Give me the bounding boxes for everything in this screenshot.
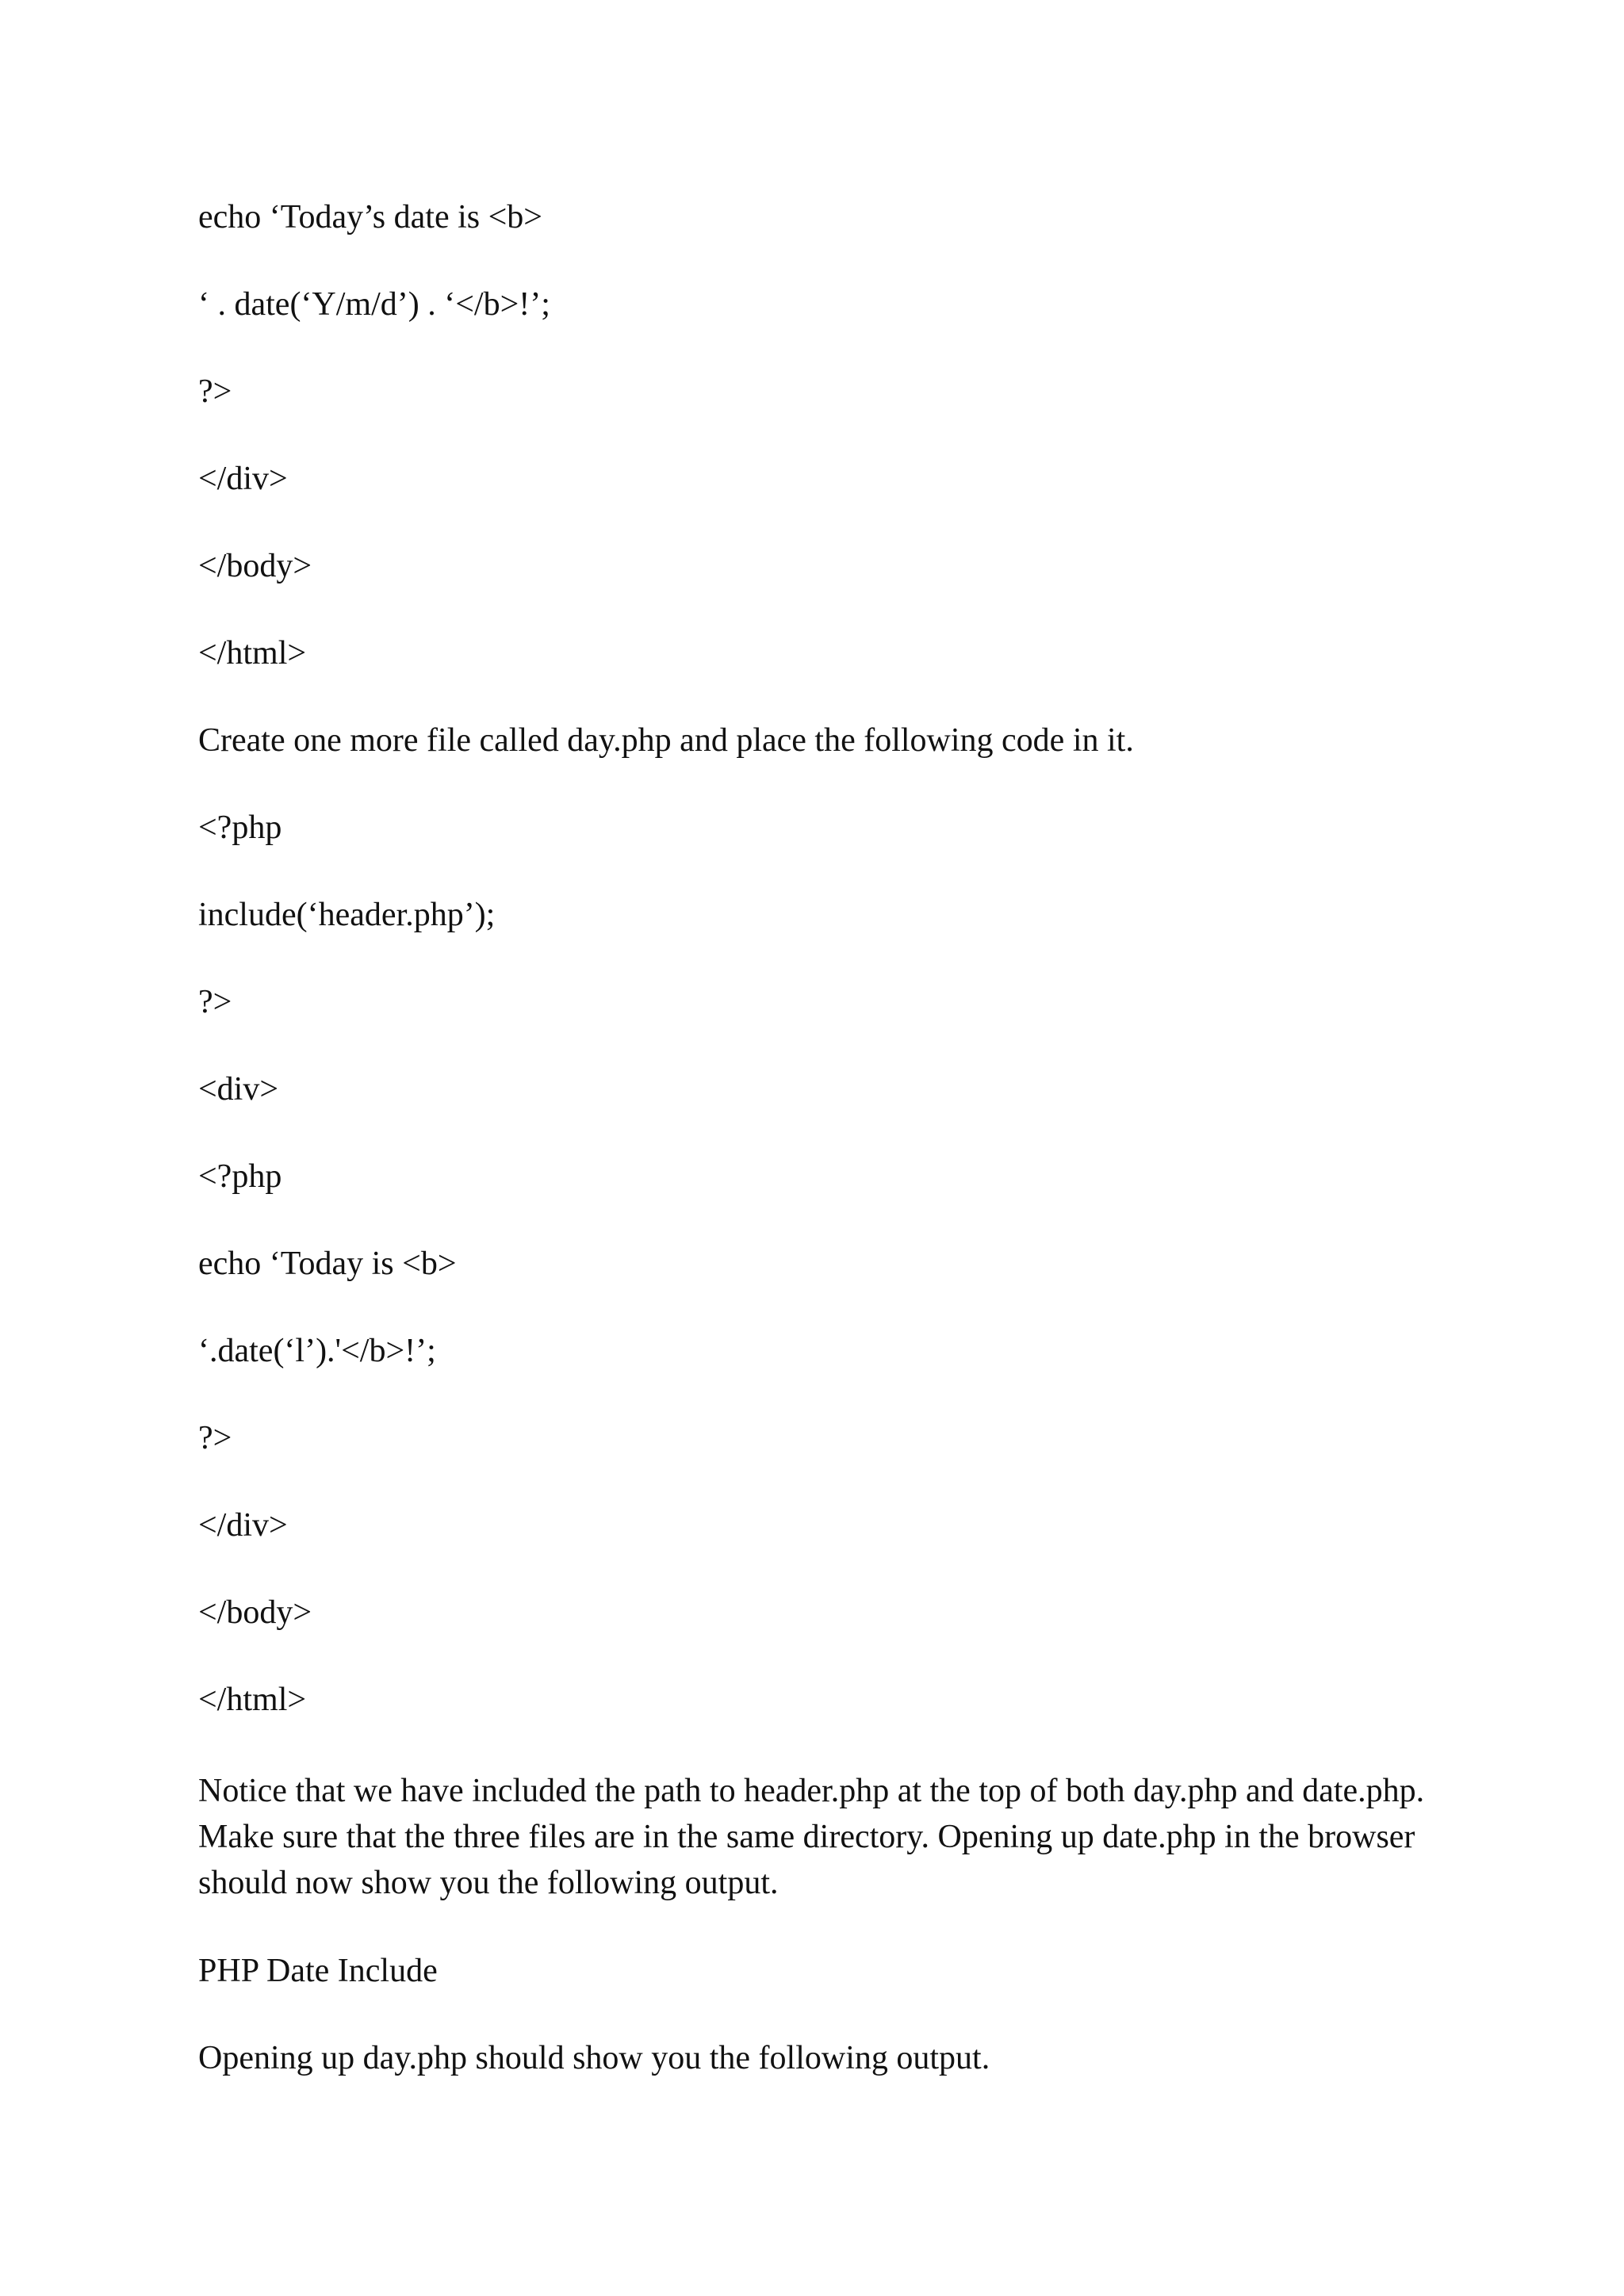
instruction-create-day-file: Create one more file called day.php and place the following code in it.: [198, 722, 1134, 759]
code-line-php-close-3: ?>: [198, 1420, 232, 1456]
code-line-div-close-1: </div>: [198, 461, 288, 497]
code-line-php-close-2: ?>: [198, 984, 232, 1020]
code-line-body-close-2: </body>: [198, 1594, 312, 1631]
code-line-php-close-1: ?>: [198, 373, 232, 410]
document-content: [198, 198, 1451, 2077]
code-line-body-close-1: </body>: [198, 548, 312, 584]
code-line-php-open-2: <?php: [198, 1158, 282, 1195]
code-line-html-close-1: </html>: [198, 635, 307, 672]
code-line-div-open: <div>: [198, 1071, 279, 1108]
code-line-div-close-2: </div>: [198, 1507, 288, 1544]
code-line-echo-day-start: echo ‘Today is <b>: [198, 1246, 457, 1282]
code-line-html-close-2: </html>: [198, 1682, 307, 1718]
output-heading: PHP Date Include: [198, 1953, 438, 1989]
code-line-php-open-1: <?php: [198, 809, 282, 846]
code-line-echo-date-start: echo ‘Today’s date is <b>: [198, 199, 542, 235]
code-line-day-format: ‘.date(‘l’).'</b>!’;: [198, 1333, 436, 1369]
notice-paragraph: Notice that we have included the path to header.php at the top of both day.php and date.php. Make sure that the three files are in the same directory. Opening up date.php in the browser should now show you the following output.: [198, 1773, 1425, 1901]
code-line-date-format: ‘ . date(‘Y/m/d’) . ‘</b>!’;: [198, 286, 550, 323]
code-line-include-header: include(‘header.php’);: [198, 897, 496, 933]
closing-sentence: Opening up day.php should show you the following output.: [198, 2040, 990, 2076]
